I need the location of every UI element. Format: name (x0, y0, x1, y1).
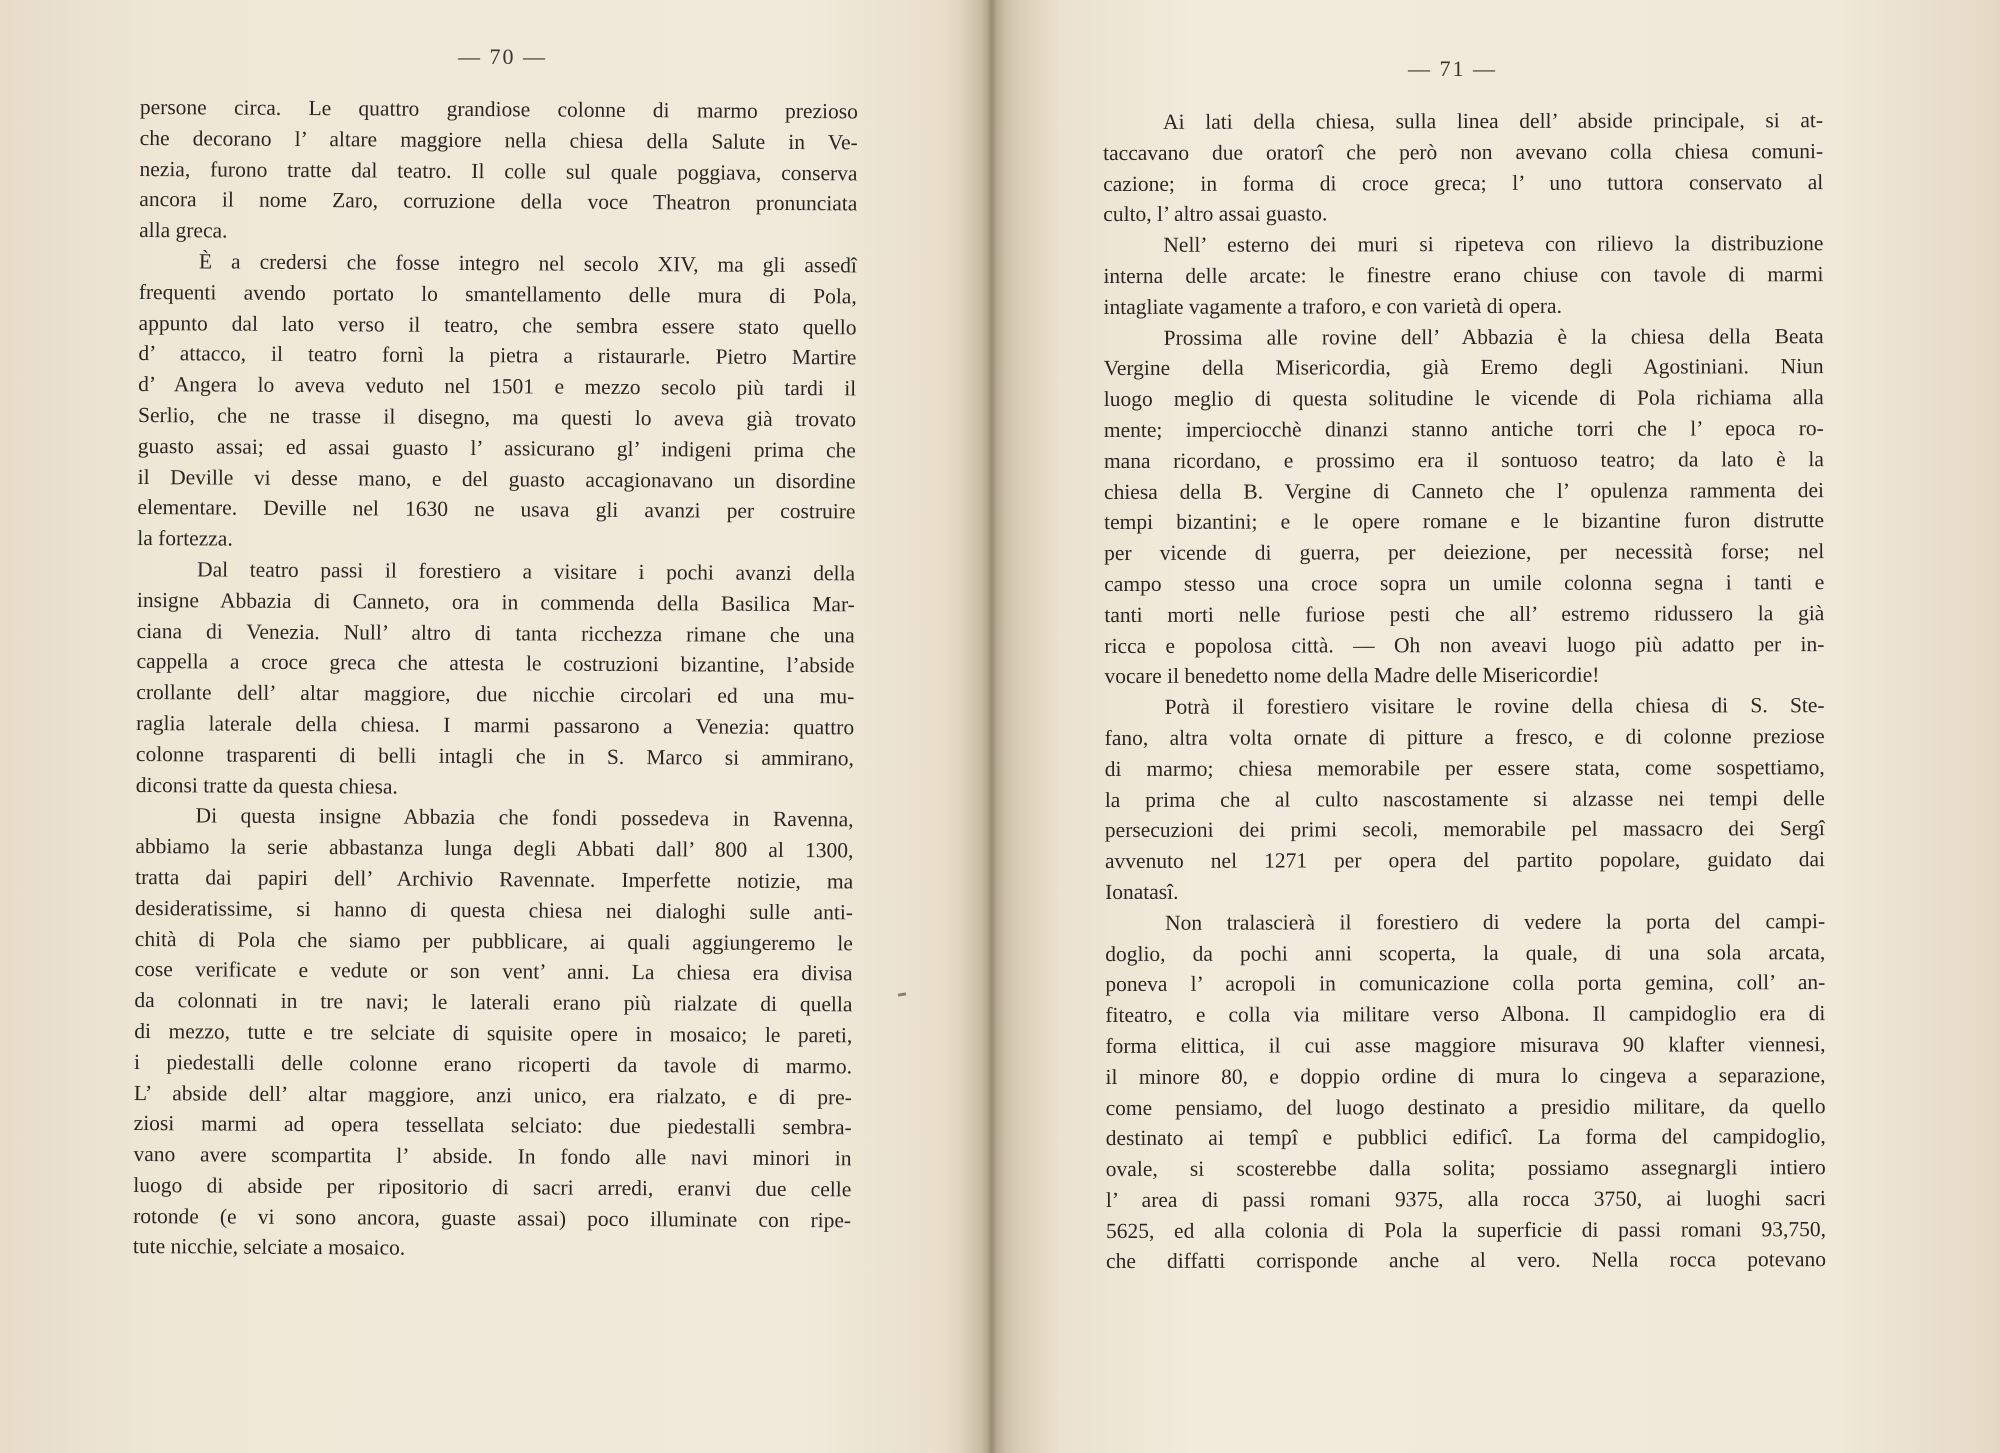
text-line: Dal teatro passi il forestiero a visitare i pochi avanzi della (197, 557, 856, 586)
page-number-right: — 71 — (1408, 56, 1497, 81)
text-line: insigne Abbazia di Canneto, ora in commenda della Basilica Mar- (136, 587, 855, 617)
text-line: Non tralascierà il forestiero di vedere la porta del campi- (1165, 908, 1826, 935)
text-line: È a credersi che fosse integro nel secolo XIV, ma gli assedî (198, 249, 858, 278)
text-line: d’ Angera lo aveva veduto nel 1501 e mezzo secolo più tardi il (138, 372, 857, 401)
text-line: da colonnati in tre navi; le laterali erano più rialzate di quella (134, 988, 853, 1017)
text-line: che decorano l’ altare maggiore nella chiesa della Salute in Ve- (139, 125, 858, 155)
text-line: mente; imperciocchè dinanzi stanno antiche torri che l’ epoca ro- (1103, 416, 1824, 442)
text-line: Ionatasî. (1105, 879, 1179, 904)
text-line: crollante dell’ altar maggiore, due nicchie circolari ed una mu- (136, 680, 855, 709)
text-line: di marmo; chiesa memorabile per essere stata, come sospettiamo, (1104, 754, 1825, 781)
text-line: cose verificate e vedute or son vent’ anni. La chiesa era divisa (134, 957, 853, 986)
text-line: avvenuto nel 1271 per opera del partito popolare, guidato dai (1104, 847, 1826, 874)
text-line: vocare il benedetto nome della Madre delle Misericordie! (1104, 663, 1600, 689)
text-line: d’ attacco, il teatro fornì la pietra a ristaurarle. Pietro Martire (138, 341, 857, 370)
text-line: vano avere scompartita l’ abside. In fondo alle navi minori in (133, 1142, 852, 1171)
text-line: cazione; in forma di croce greca; l’ uno tuttora conservato al (1103, 169, 1824, 196)
text-line: culto, l’ altro assai guasto. (1103, 201, 1328, 227)
text-line: tute nicchie, selciate a mosaico. (132, 1234, 406, 1261)
text-line: raglia laterale della chiesa. I marmi passarono a Venezia: quattro (136, 710, 855, 740)
text-line: Potrà il forestiero visitare le rovine della chiesa di S. Ste- (1164, 693, 1825, 719)
text-line: i piedestalli delle colonne erano ricoperti da tavole di marmo. (134, 1049, 853, 1079)
text-line: Ai lati della chiesa, sulla linea dell’ abside principale, si at- (1163, 108, 1824, 134)
text-line: campo stesso una croce sopra un umile colonna segna i tanti e (1104, 570, 1825, 596)
text-line: ancora il nome Zaro, corruzione della voce Theatron pronunciata (139, 187, 858, 216)
text-line: il minore 80, e doppio ordine di mura lo cingeva a separazione, (1105, 1062, 1826, 1089)
text-line: persecuzioni dei primi secoli, memorabile pel massacro dei Sergî (1104, 816, 1825, 843)
text-line: persone circa. Le quattro grandiose colonne di marmo prezioso (139, 94, 858, 124)
text-line: ovale, si scosterebbe dalla solita; possiamo assegnargli intiero (1105, 1155, 1826, 1182)
text-line: fiteatro, e colla via militare verso Albona. Il campidoglio era di (1105, 1001, 1826, 1028)
text-line: fano, altra volta ornate di pitture a fresco, e di colonne preziose (1104, 724, 1825, 750)
text-line: chità di Pola che siamo per pubblicare, ai quali aggiungeremo le (134, 926, 853, 955)
text-line: abbiamo la serie abbastanza lunga degli Abbati dall’ 800 al 1300, (135, 834, 854, 863)
text-line: Vergine della Misericordia, già Eremo degli Agostiniani. Niun (1103, 354, 1824, 381)
text-line: tempi bizantini; e le opere romane e le bizantine furon distrutte (1104, 508, 1825, 535)
text-line: ricca e popolosa città. — Oh non aveavi luogo più adatto per in- (1104, 631, 1825, 658)
right-page-body (1103, 105, 1826, 1277)
text-line: il Deville vi desse mano, e del guasto accagionavano un disordine (137, 464, 856, 493)
text-line: frequenti avendo portato lo smantellamento delle mura di Pola, (138, 279, 857, 309)
text-line: 5625, ed alla colonia di Pola la superficie di passi romani 93,750, (1105, 1216, 1826, 1243)
text-line: nezia, furono tratte dal teatro. Il colle sul quale poggiava, conserva (139, 156, 858, 185)
text-line: elementare. Deville nel 1630 ne usava gli avanzi per costruire (137, 495, 856, 524)
text-line: destinato ai tempî e pubblici edificî. La forma del campidoglio, (1105, 1124, 1826, 1151)
text-line: alla greca. (139, 218, 228, 243)
text-line: come pensiamo, del luogo destinato a presidio militare, da quello (1105, 1093, 1826, 1120)
text-line: diconsi tratte da questa chiesa. (135, 772, 398, 799)
text-line: Prossima alle rovine dell’ Abbazia è la chiesa della Beata (1163, 323, 1824, 350)
text-line: Serlio, che ne trasse il disegno, ma questi lo aveva già trovato (137, 402, 857, 432)
text-line: interna delle arcate: le finestre erano chiuse con tavole di marmi (1103, 262, 1824, 288)
text-line: appunto dal lato verso il teatro, che sembra essere stato quello (138, 310, 857, 339)
text-line: doglio, da pochi anni scoperta, la quale, di una sola arcata, (1105, 939, 1826, 966)
text-line: L’ abside dell’ altar maggiore, anzi unico, era rialzato, e di pre- (133, 1080, 852, 1109)
text-line: intagliate vagamente a traforo, e con varietà di opera. (1103, 293, 1563, 319)
text-line: luogo meglio di questa solitudine le vicende di Pola richiama alla (1103, 385, 1824, 412)
text-line: desideratissime, si hanno di questa chiesa nei dialoghi sulle anti- (134, 895, 854, 925)
text-line: tanti morti nelle furiose pesti che all’ estremo ridussero la già (1104, 600, 1825, 627)
text-line: forma elittica, il cui asse maggiore misurava 90 klafter viennesi, (1105, 1032, 1826, 1058)
text-line: ciana di Venezia. Null’ altro di tanta ricchezza rimane che una (136, 618, 855, 647)
text-line: di mezzo, tutte e tre selciate di squisite opere in mosaico; le pareti, (134, 1018, 853, 1048)
text-line: l’ area di passi romani 9375, alla rocca 3750, ai luoghi sacri (1105, 1186, 1826, 1212)
text-line: Nell’ esterno dei muri si ripeteva con rilievo la distribuzione (1163, 231, 1824, 258)
text-line: Di questa insigne Abbazia che fondi possedeva in Ravenna, (195, 803, 854, 832)
left-page (0, 0, 985, 1453)
text-line: rotonde (e vi sono ancora, guaste assai) poco illuminate con ripe- (133, 1203, 852, 1233)
margin-mark (898, 992, 906, 996)
left-page-body (133, 92, 858, 1267)
text-line: guasto assai; ed assai guasto l’ assicurano gl’ indigeni prima che (137, 433, 856, 463)
text-line: per vicende di guerra, per deiezione, per necessità forse; nel (1104, 539, 1825, 566)
page-number-left: — 70 — (458, 44, 547, 69)
text-line: mana ricordano, e prossimo era il sontuoso teatro; da lato è la (1103, 446, 1824, 473)
text-line: colonne trasparenti di belli intagli che in S. Marco si ammirano, (135, 741, 855, 771)
text-line: che diffatti corrisponde anche al vero. Nella rocca potevano (1105, 1247, 1827, 1274)
text-line: ziosi marmi ad opera tessellata selciato: due piedestalli sembra- (133, 1111, 852, 1140)
text-line: poneva l’ acropoli in comunicazione colla porta gemina, coll’ an- (1105, 970, 1826, 997)
text-line: chiesa della B. Vergine di Canneto che l’ opulenza rammenta dei (1103, 477, 1825, 504)
right-page (985, 0, 2000, 1453)
text-line: taccavano due oratorî che però non avevano colla chiesa comuni- (1103, 138, 1824, 165)
text-line: la fortezza. (137, 526, 233, 551)
text-line: la prima che al culto nascostamente si alzasse nei tempi delle (1104, 785, 1825, 812)
text-line: luogo di abside per ripositorio di sacri arredi, eranvi due celle (133, 1172, 852, 1202)
text-line: cappella a croce greca che attesta le costruzioni bizantine, l’abside (136, 649, 855, 678)
text-line: tratta dai papiri dell’ Archivio Ravennate. Imperfette notizie, ma (135, 864, 854, 894)
